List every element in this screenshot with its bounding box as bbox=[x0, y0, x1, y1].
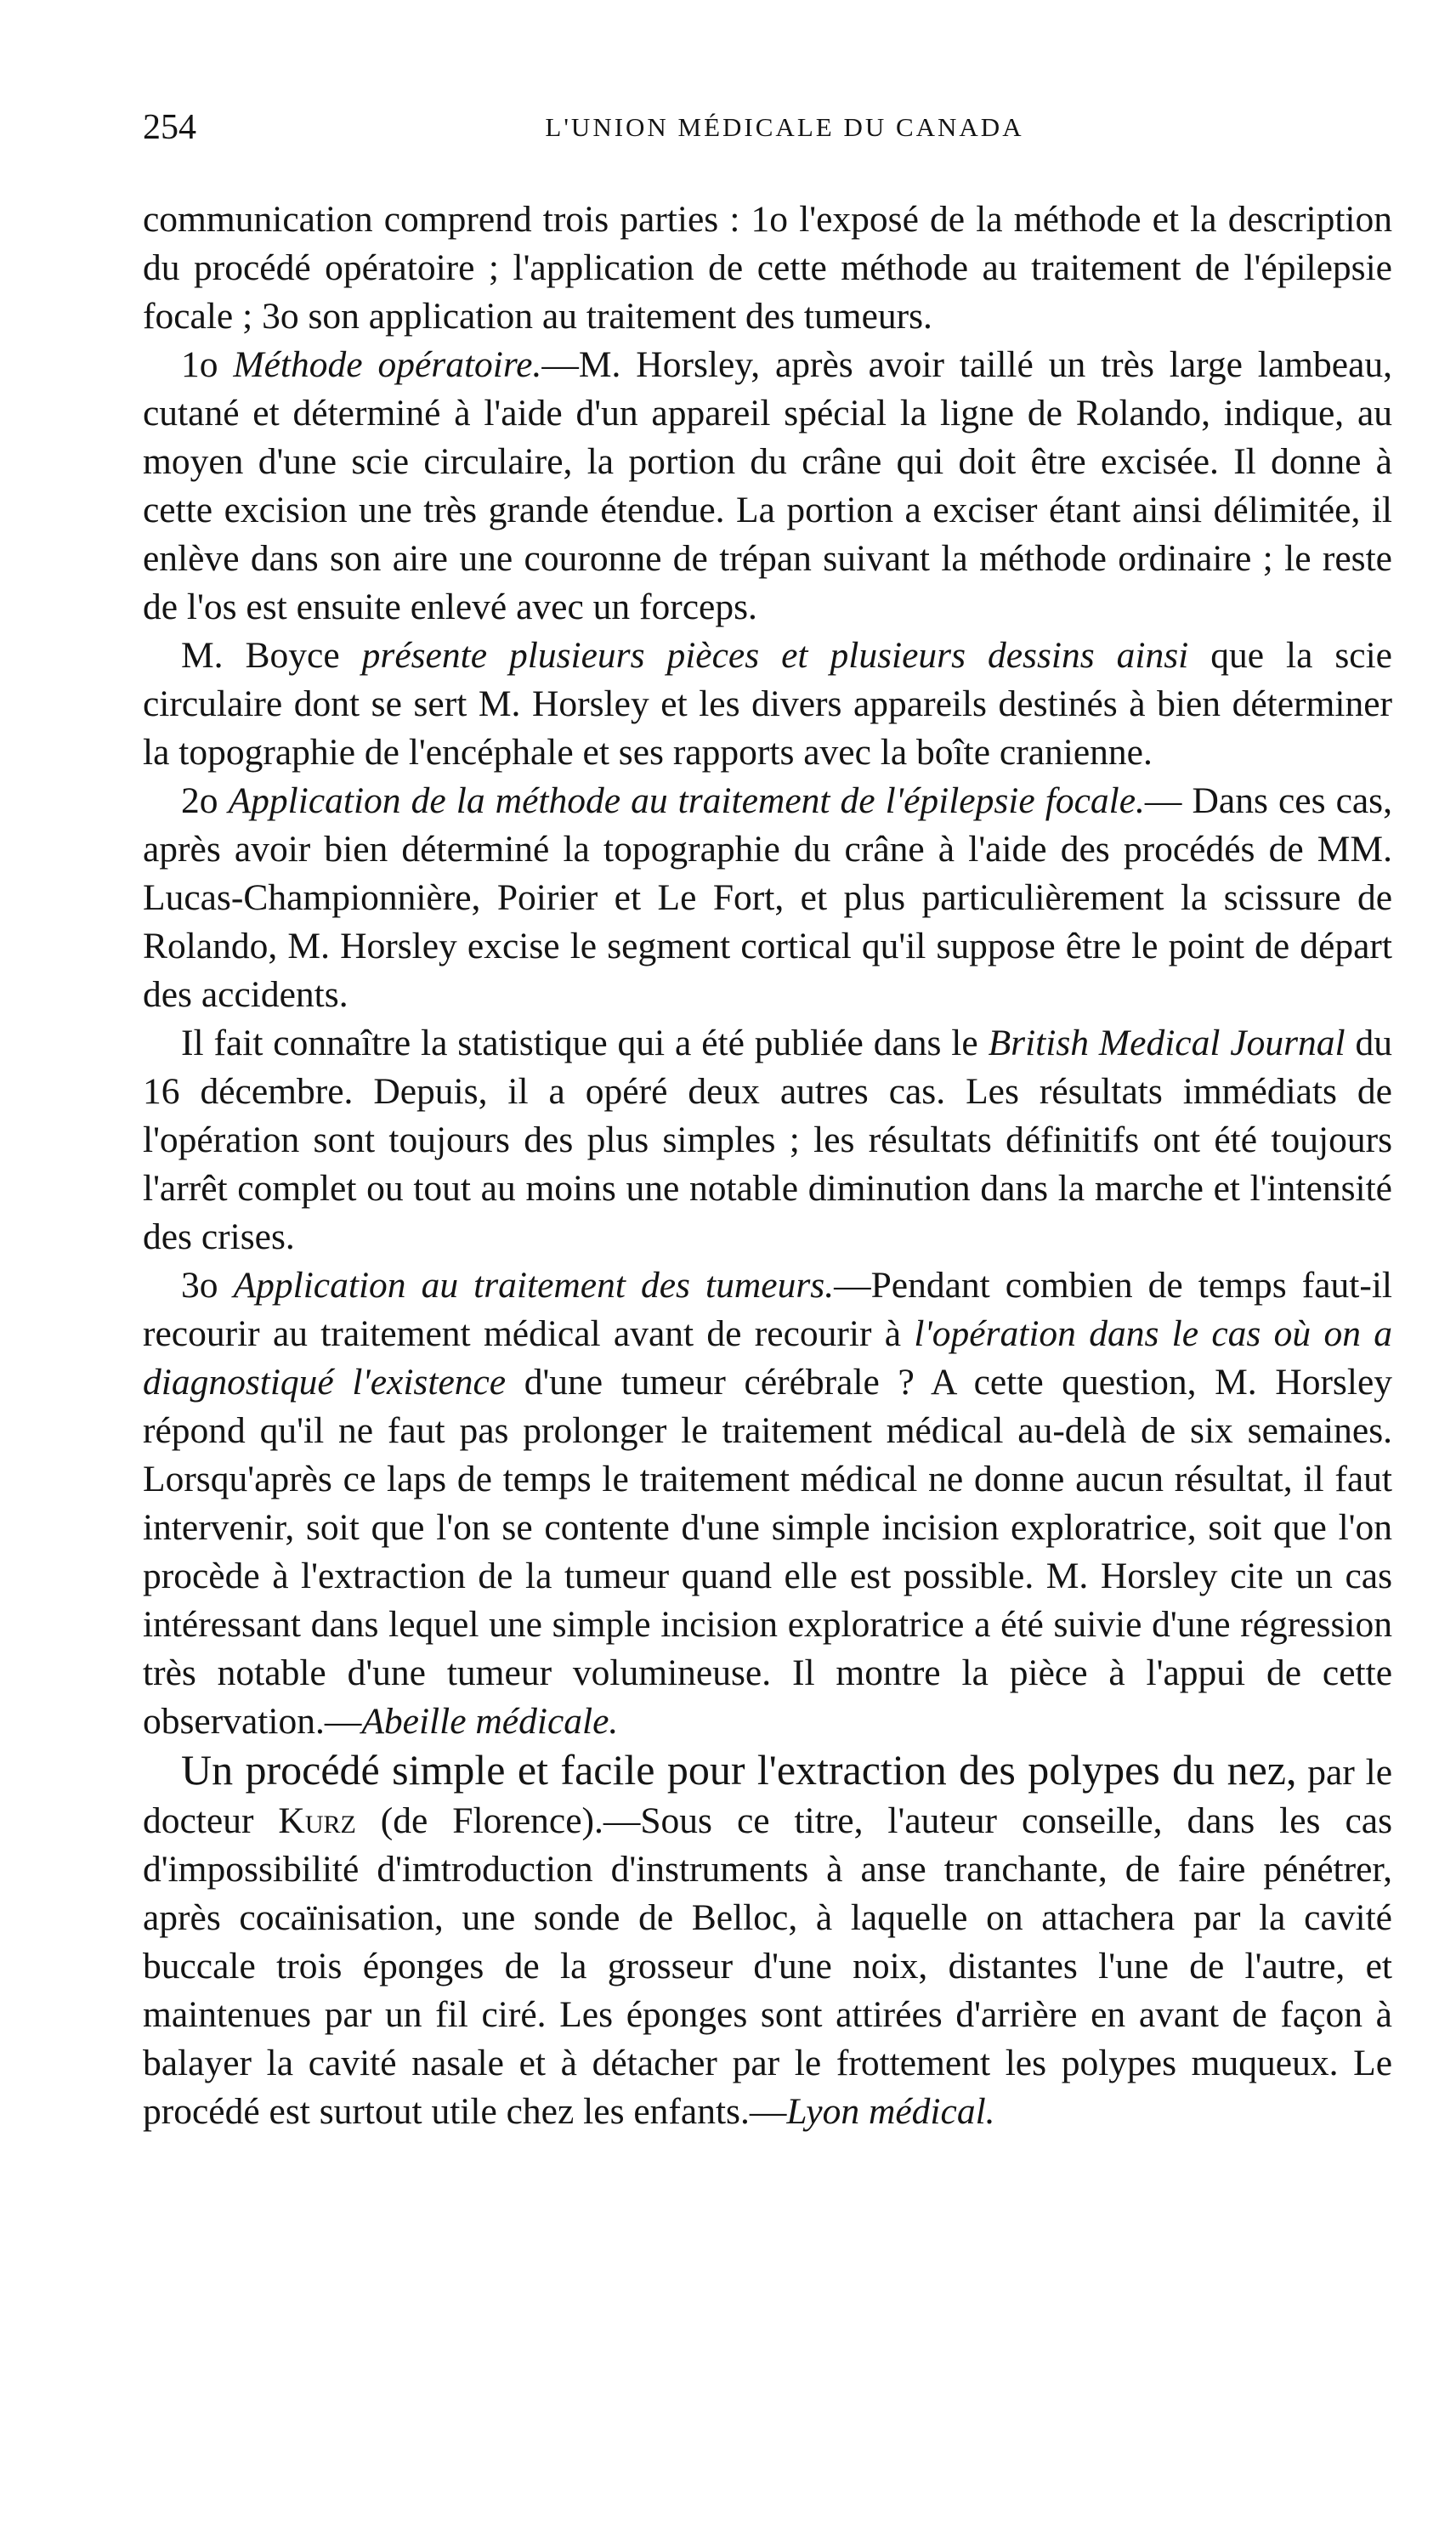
section-number: 3o bbox=[181, 1265, 218, 1306]
paragraph-operative-method bbox=[143, 341, 1392, 632]
paragraph-text: —M. Horsley, après avoir taillé un très large lambeau, cutané et déterminé à l'aide d'un appareil spécial la ligne de Rolando, indique, au moyen d'une scie circulaire, la portion du crâne qui doit être excisée. Il donne à cette excision une très grande étendue. La portion a exciser étant ainsi délimitée, il enlève dans son aire une couronne de trépan suivant la méthode ordinaire ; le reste de l'os est ensuite enlevé avec un forceps. bbox=[143, 344, 1393, 627]
paragraph-text: (de Florence).—Sous ce titre, l'auteur conseille, dans les cas d'impossibilité d'imtroduction d'instruments à anse tranchante, de faire pénétrer, après cocaïnisation, une sonde de Belloc, à laquelle on attachera par la cavité buccale trois éponges de la grosseur d'une noix, distantes l'une de l'autre, et maintenues par un fil ciré. Les éponges sont attirées d'arrière en avant de façon à balayer la cavité nasale et à détacher par le frottement les polypes muqueux. Le procédé est surtout utile chez les enfants.— bbox=[143, 1800, 1392, 2132]
italic-text: présente plusieurs pièces et plusieurs dessins ainsi bbox=[361, 635, 1189, 676]
page-number: 254 bbox=[143, 108, 196, 147]
paragraph-text: Il fait connaître la statistique qui a été publiée dans le bbox=[181, 1023, 978, 1063]
paragraph-boyce bbox=[143, 632, 1392, 777]
paragraph-text: d'une tumeur cérébrale ? A cette question, M. Horsley répond qu'il ne faut pas prolonger le traitement médical au-delà de six semaines. Lorsqu'après ce laps de temps le traitement médical ne donne aucun résultat, il faut intervenir, soit que l'on se contente d'une simple incision exploratrice, soit que l'on procède à l'extraction de la tumeur quand elle est possible. M. Horsley cite un cas intéressant dans lequel une simple incision exploratrice a été suivie d'une régression très notable d'une tumeur volumineuse. Il montre la pièce à l'appui de cette observation.— bbox=[143, 1362, 1392, 1742]
section-heading: Méthode opératoire. bbox=[233, 344, 542, 385]
running-head bbox=[143, 102, 1392, 153]
person-name: M. Boyce bbox=[181, 635, 340, 676]
author-name: Kurz bbox=[278, 1800, 356, 1841]
journal-title: L'UNION MÉDICALE DU CANADA bbox=[545, 112, 1024, 142]
section-number: 2o bbox=[181, 780, 218, 821]
paragraph-text: du 16 décembre. Depuis, il a opéré deux autres cas. Les résultats immédiats de l'opération sont toujours des plus simples ; les résultats définitifs ont été toujours l'arrêt complet ou tout au moins une notable diminution dans la marche et l'intensité des crises. bbox=[143, 1023, 1393, 1257]
byline: par le docteur bbox=[143, 1752, 1392, 1841]
body-text bbox=[143, 196, 1392, 2136]
paragraph-intro bbox=[143, 196, 1392, 341]
section-heading: Application de la méthode au traitement de l'épilepsie focale. bbox=[228, 780, 1145, 821]
section-heading: Application au traitement des tumeurs. bbox=[233, 1265, 835, 1306]
document-page bbox=[143, 102, 1392, 2136]
paragraph-tumors bbox=[143, 1261, 1392, 1746]
source-citation: Abeille médicale. bbox=[361, 1701, 619, 1742]
italic-text: l'opération dans le cas où on a diagnostiqué l'existence bbox=[143, 1313, 1393, 1403]
paragraph-text: que la scie circulaire dont se sert M. Horsley et les divers appareils destinés à bien déterminer la topographie de l'encéphale et ses rapports avec la boîte cranienne. bbox=[143, 635, 1392, 773]
section-number: 1o bbox=[181, 344, 218, 385]
paragraph-statistics bbox=[143, 1019, 1392, 1261]
paragraph-text: — Dans ces cas, après avoir bien déterminé la topographie du crâne à l'aide des procédés de MM. Lucas-Championnière, Poirier et Le Fort, et plus particulièrement la scissure de Rolando, M. Horsley excise le segment cortical qu'il suppose être le point de départ des accidents. bbox=[143, 780, 1392, 1015]
paragraph-text: —Pendant combien de temps faut-il recourir au traitement médical avant de recourir à bbox=[143, 1265, 1392, 1354]
paragraph-polyp-article bbox=[143, 1746, 1392, 2136]
paragraph-focal-epilepsy bbox=[143, 777, 1392, 1019]
paragraph-intro-text: communication comprend trois parties : 1o l'exposé de la méthode et la description du procédé opératoire ; l'application de cette méthode au traitement de l'épilepsie focale ; 3o son application au traitement des tumeurs. bbox=[143, 199, 1392, 337]
article-title: Un procédé simple et facile pour l'extraction des polypes du nez, bbox=[181, 1746, 1297, 1794]
source-citation: Lyon médical. bbox=[786, 2091, 995, 2132]
journal-reference: British Medical Journal bbox=[988, 1023, 1346, 1063]
